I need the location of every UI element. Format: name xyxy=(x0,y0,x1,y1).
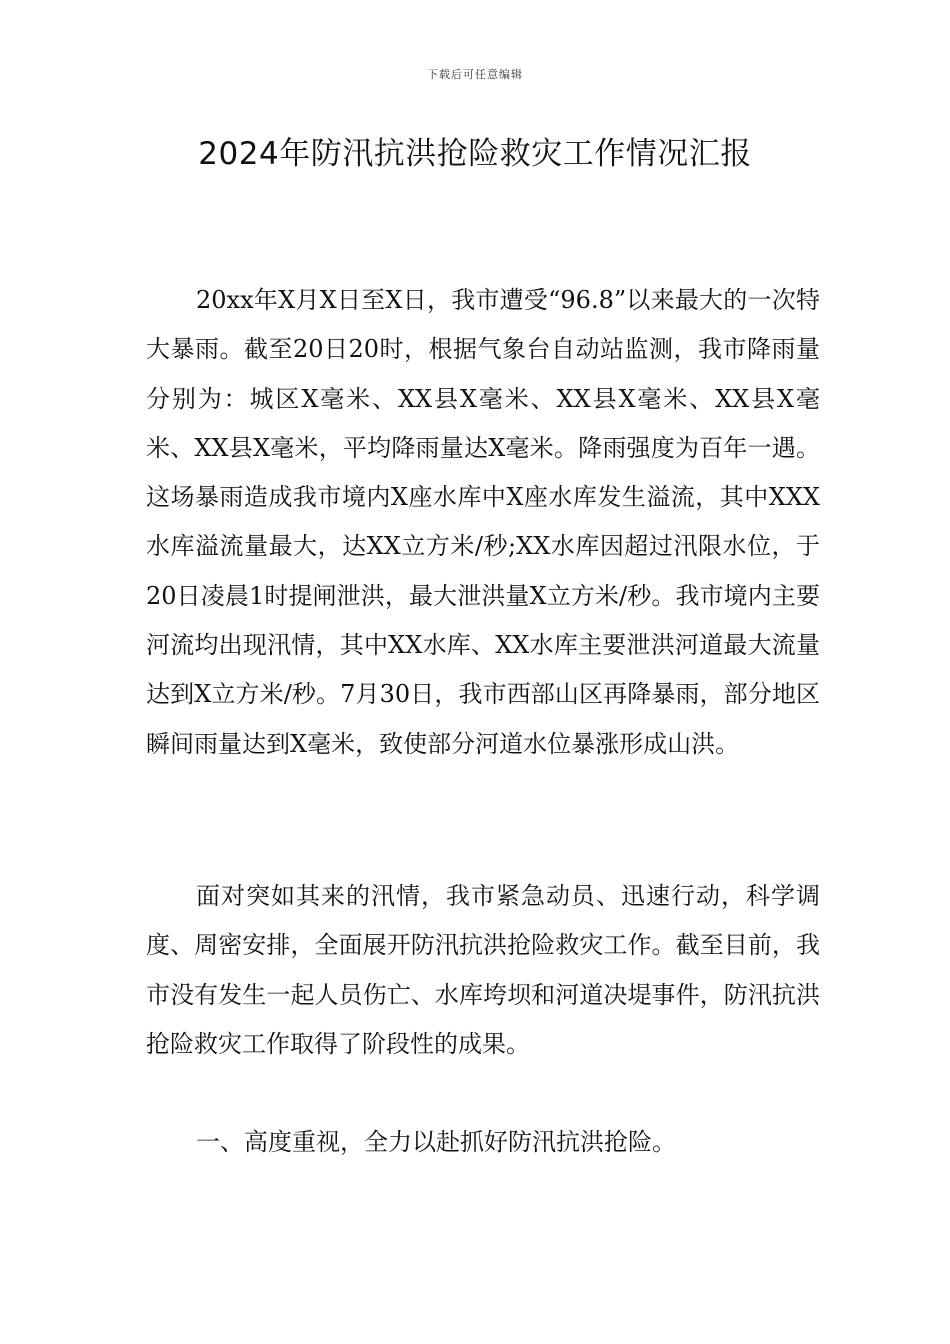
header-note: 下载后可任意编辑 xyxy=(427,68,523,81)
document-title: 2024年防汛抗洪抢险救灾工作情况汇报 xyxy=(198,136,752,172)
paragraph-2: 面对突如其来的汛情，我市紧急动员、迅速行动，科学调度、周密安排，全面展开防汛抗洪抢险救灾工作。截至目前，我市没有发生一起人员伤亡、水库垮坝和河道决堤事件，防汛抗洪抢险救灾工作取得了阶段性的成果。 xyxy=(146,882,820,1058)
paragraph-1: 20xx年X月X日至X日，我市遭受“96.8”以来最大的一次特大暴雨。截至20日20时，根据气象台自动站监测，我市降雨量分别为：城区X毫米、XX县X毫米、XX县X毫米、XX县X毫米、XX县X毫米，平均降雨量达X毫米。降雨强度为百年一遇。这场暴雨造成我市境内X座水库中X座水库发生溢流，其中XXX水库溢流量最大，达XX立方米/秒;XX水库因超过汛限水位，于20日凌晨1时提闸泄洪，最大泄洪量X立方米/秒。我市境内主要河流均出现汛情，其中XX水库、XX水库主要泄洪河道最大流量达到X立方米/秒。7月30日，我市西部山区再降暴雨，部分地区瞬间雨量达到X毫米，致使部分河道水位暴涨形成山洪。 xyxy=(146,286,820,758)
section-heading-1: 一、高度重视，全力以赴抓好防汛抗洪抢险。 xyxy=(196,1128,676,1156)
